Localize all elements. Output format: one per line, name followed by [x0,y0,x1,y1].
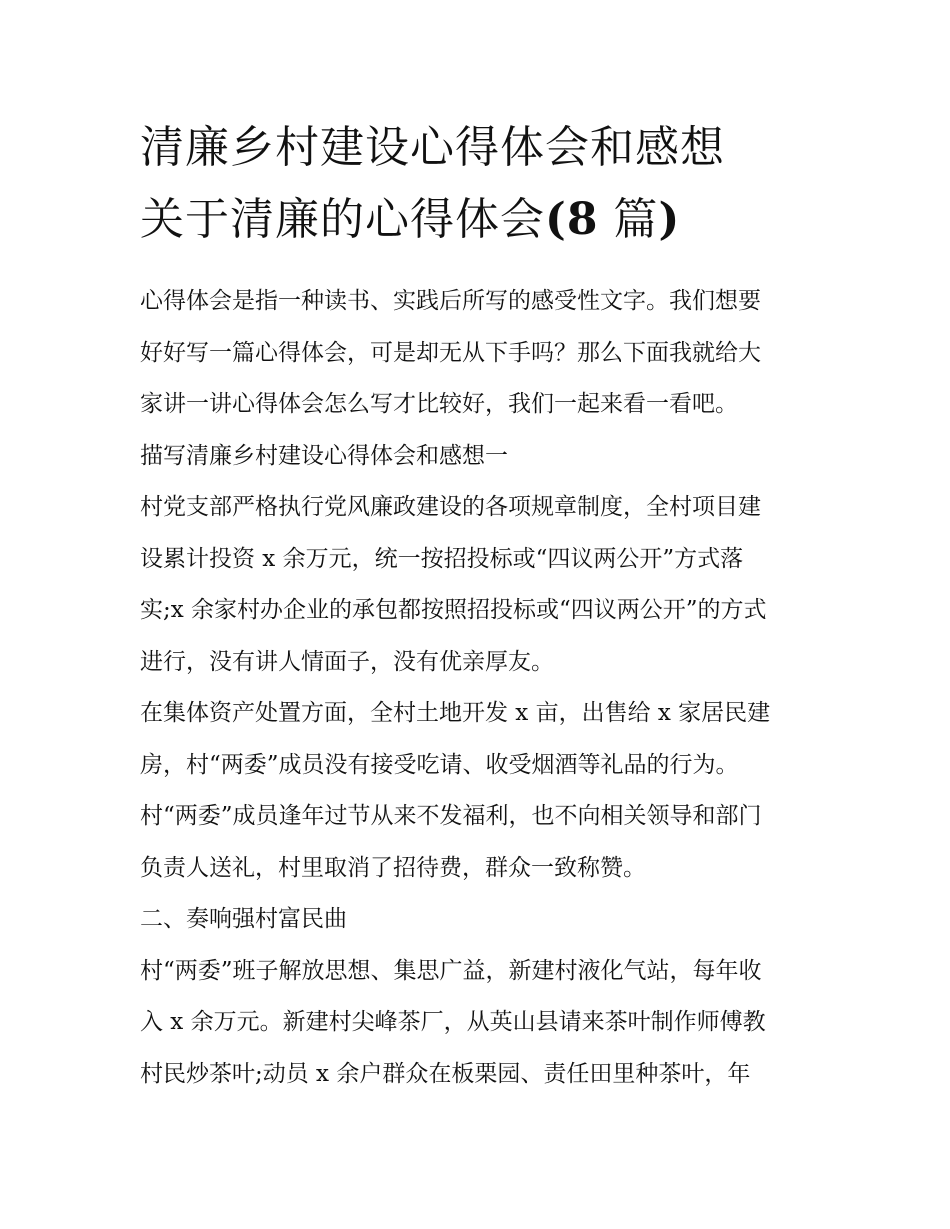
body-line: 设累计投资 x 余万元，统一按招投标或“四议两公开”方式落 [140,545,744,572]
body-line: 房，村“两委”成员没有接受吃请、收受烟酒等礼品的行为。 [140,751,739,778]
body-line: 家讲一讲心得体会怎么写才比较好，我们一起来看一看吧。 [140,391,738,417]
title-line-2-count: (8 [545,194,599,245]
section-heading: 描写清廉乡村建设心得体会和感想一 [140,442,508,469]
document-body [140,276,820,1100]
body-line: 村“两委”班子解放思想、集思广益，新建村液化气站，每年收 [140,957,762,984]
body-line: 村民炒茶叶;动员 x 余户群众在板栗园、责任田里种茶叶，年 [140,1060,751,1087]
title-line-2 [140,184,830,256]
body-line: 心得体会是指一种读书、实践后所写的感受性文字。我们想要 [140,288,761,314]
document-title [140,112,830,256]
body-line: 村“两委”成员逢年过节从来不发福利，也不向相关领导和部门 [140,803,762,829]
body-line: 入 x 余万元。新建村尖峰茶厂，从英山县请来茶叶制作师傅教 [140,1009,766,1035]
body-line: 负责人送礼，村里取消了招待费，群众一致称赞。 [140,854,646,881]
body-line: 进行，没有讲人情面子，没有优亲厚友。 [140,648,554,675]
title-line-2-prefix: 关于清廉的心得体会 [140,194,545,245]
title-line-1: 清廉乡村建设心得体会和感想 [140,122,725,173]
title-line-2-unit: 篇 [598,194,659,245]
body-line: 村党支部严格执行党风廉政建设的各项规章制度，全村项目建 [140,494,761,520]
title-line-2-close: ) [658,194,681,245]
body-line: 好好写一篇心得体会，可是却无从下手吗？那么下面我就给大 [140,339,761,366]
body-line: 实;x 余家村办企业的承包都按照招投标或“四议两公开”的方式 [140,597,767,623]
section-heading: 二、奏响强村富民曲 [140,906,347,932]
body-line: 在集体资产处置方面，全村土地开发 x 亩，出售给 x 家居民建 [140,700,771,726]
